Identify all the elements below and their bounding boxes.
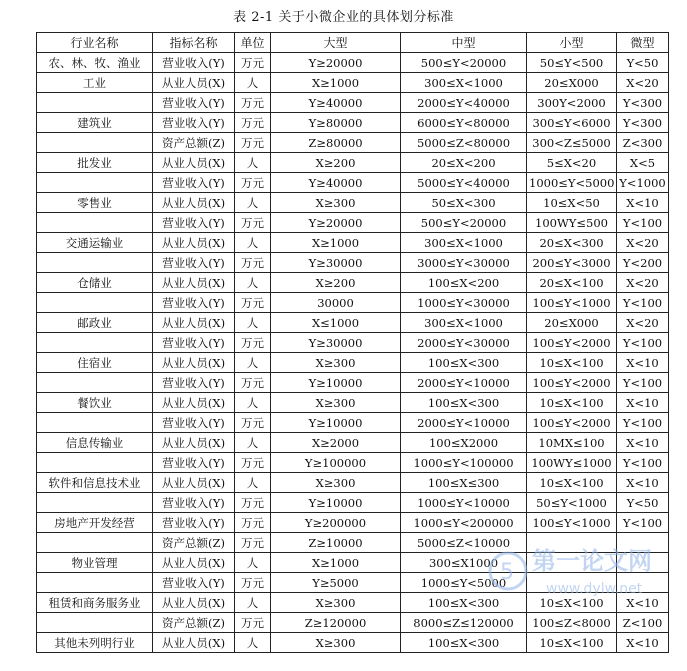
micro-cell: Y<50 [617,53,669,73]
micro-cell [617,573,669,593]
medium-cell: 2000≤Y<10000 [401,413,527,433]
industry-cell [37,333,153,353]
table-row [37,613,669,633]
indicator-cell: 营业收入(Y) [153,573,235,593]
medium-cell: 1000≤Y<200000 [401,513,527,533]
small-cell: 10≤X<100 [527,353,617,373]
industry-cell [37,413,153,433]
micro-cell: Y<100 [617,453,669,473]
industry-cell: 仓储业 [37,273,153,293]
indicator-cell: 从业人员(X) [153,73,235,93]
header-unit: 单位 [235,33,271,53]
micro-cell: Y<1000 [617,173,669,193]
small-cell: 10≤X<100 [527,593,617,613]
indicator-cell: 营业收入(Y) [153,173,235,193]
small-cell: 10≤X<100 [527,393,617,413]
large-cell: X≥200 [271,273,401,293]
small-cell: 10≤X<50 [527,193,617,213]
micro-cell: Y<300 [617,93,669,113]
small-cell [527,553,617,573]
table-body [37,53,669,653]
industry-cell: 工业 [37,73,153,93]
small-cell: 20≤X<100 [527,273,617,293]
micro-cell: X<10 [617,593,669,613]
table-row [37,193,669,213]
industry-cell: 住宿业 [37,353,153,373]
medium-cell: 300≤X<1000 [401,313,527,333]
large-cell: Y≥10000 [271,373,401,393]
industry-cell [37,213,153,233]
medium-cell: 1000≤Y<10000 [401,493,527,513]
large-cell: Y≥20000 [271,53,401,73]
micro-cell [617,533,669,553]
table-row [37,133,669,153]
large-cell: Y≥30000 [271,333,401,353]
small-cell: 10MX≤100 [527,433,617,453]
large-cell: Y≥40000 [271,173,401,193]
indicator-cell: 营业收入(Y) [153,213,235,233]
large-cell: Z≥10000 [271,533,401,553]
indicator-cell: 营业收入(Y) [153,373,235,393]
industry-cell [37,253,153,273]
micro-cell: X<10 [617,433,669,453]
micro-cell: X<20 [617,73,669,93]
industry-cell: 物业管理 [37,553,153,573]
indicator-cell: 营业收入(Y) [153,293,235,313]
medium-cell: 6000≤Y<80000 [401,113,527,133]
enterprise-classification-table [36,32,669,653]
industry-cell: 邮政业 [37,313,153,333]
small-cell: 10≤X<100 [527,633,617,653]
small-cell: 300Y<2000 [527,93,617,113]
unit-cell: 万元 [235,573,271,593]
micro-cell [617,553,669,573]
micro-cell: Y<100 [617,293,669,313]
large-cell: Y≥10000 [271,493,401,513]
medium-cell: 5000≤Y<40000 [401,173,527,193]
industry-cell [37,453,153,473]
medium-cell: 2000≤Y<40000 [401,93,527,113]
large-cell: X≥300 [271,193,401,213]
table-row [37,473,669,493]
table-row [37,93,669,113]
industry-cell: 批发业 [37,153,153,173]
industry-cell: 其他未列明行业 [37,633,153,653]
large-cell: X≥1000 [271,233,401,253]
indicator-cell: 营业收入(Y) [153,493,235,513]
micro-cell: Y<100 [617,413,669,433]
indicator-cell: 从业人员(X) [153,593,235,613]
unit-cell: 万元 [235,173,271,193]
industry-cell [37,373,153,393]
medium-cell: 100≤X<300 [401,353,527,373]
medium-cell: 100≤X≤300 [401,473,527,493]
large-cell: Y≥5000 [271,573,401,593]
table-row [37,73,669,93]
unit-cell: 万元 [235,493,271,513]
large-cell: X≥300 [271,393,401,413]
industry-cell [37,533,153,553]
table-row [37,553,669,573]
industry-cell [37,613,153,633]
medium-cell: 100≤X2000 [401,433,527,453]
header-indicator: 指标名称 [153,33,235,53]
industry-cell [37,93,153,113]
small-cell: 20≤X000 [527,313,617,333]
micro-cell: X<20 [617,273,669,293]
micro-cell: Y<100 [617,513,669,533]
table-row [37,233,669,253]
small-cell: 20≤X<300 [527,233,617,253]
small-cell: 100WY≤500 [527,213,617,233]
unit-cell: 人 [235,193,271,213]
indicator-cell: 营业收入(Y) [153,93,235,113]
industry-cell: 零售业 [37,193,153,213]
indicator-cell: 营业收入(Y) [153,453,235,473]
large-cell: X≥200 [271,153,401,173]
small-cell: 50≤Y<500 [527,53,617,73]
indicator-cell: 从业人员(X) [153,633,235,653]
indicator-cell: 从业人员(X) [153,433,235,453]
medium-cell: 1000≤Y<100000 [401,453,527,473]
medium-cell: 500≤Y<20000 [401,213,527,233]
unit-cell: 人 [235,273,271,293]
micro-cell: Y<200 [617,253,669,273]
indicator-cell: 从业人员(X) [153,553,235,573]
unit-cell: 人 [235,393,271,413]
industry-cell [37,293,153,313]
table-row [37,353,669,373]
small-cell: 10≤X<100 [527,473,617,493]
indicator-cell: 从业人员(X) [153,153,235,173]
unit-cell: 万元 [235,133,271,153]
small-cell: 100≤Z<8000 [527,613,617,633]
svg-text:www.dylw.net: www.dylw.net [546,581,643,597]
large-cell: Y≥80000 [271,113,401,133]
table-row [37,633,669,653]
micro-cell: Y<300 [617,113,669,133]
small-cell: 200≤Y<3000 [527,253,617,273]
small-cell: 100≤Y<2000 [527,413,617,433]
medium-cell: 2000≤Y<10000 [401,373,527,393]
small-cell: 5≤X<20 [527,153,617,173]
indicator-cell: 营业收入(Y) [153,53,235,73]
micro-cell: X<10 [617,193,669,213]
indicator-cell: 从业人员(X) [153,473,235,493]
micro-cell: X<20 [617,313,669,333]
indicator-cell: 营业收入(Y) [153,513,235,533]
unit-cell: 人 [235,73,271,93]
medium-cell: 300≤X<1000 [401,233,527,253]
micro-cell: X<10 [617,633,669,653]
indicator-cell: 资产总额(Z) [153,133,235,153]
unit-cell: 人 [235,593,271,613]
micro-cell: Y<100 [617,213,669,233]
large-cell: Z≥120000 [271,613,401,633]
small-cell: 100≤Y<2000 [527,373,617,393]
indicator-cell: 资产总额(Z) [153,613,235,633]
table-row [37,333,669,353]
small-cell: 50≤Y<1000 [527,493,617,513]
large-cell: X≥2000 [271,433,401,453]
header-medium: 中型 [401,33,527,53]
large-cell: X≥1000 [271,73,401,93]
table-row [37,513,669,533]
indicator-cell: 营业收入(Y) [153,333,235,353]
table-caption: 表 2-1 关于小微企业的具体划分标准 [233,10,454,25]
indicator-cell: 营业收入(Y) [153,413,235,433]
header-micro: 微型 [617,33,669,53]
svg-text:5: 5 [500,560,514,585]
indicator-cell: 从业人员(X) [153,233,235,253]
header-industry: 行业名称 [37,33,153,53]
industry-cell: 建筑业 [37,113,153,133]
table-row [37,453,669,473]
small-cell: 100≤Y<1000 [527,293,617,313]
indicator-cell: 从业人员(X) [153,353,235,373]
indicator-cell: 从业人员(X) [153,273,235,293]
small-cell [527,533,617,553]
industry-cell: 软件和信息技术业 [37,473,153,493]
micro-cell: Y<100 [617,333,669,353]
table-row [37,273,669,293]
micro-cell: Y<50 [617,493,669,513]
table-row [37,373,669,393]
unit-cell: 人 [235,473,271,493]
micro-cell: X<20 [617,233,669,253]
large-cell: Y≥40000 [271,93,401,113]
large-cell: Z≥80000 [271,133,401,153]
large-cell: Y≥200000 [271,513,401,533]
header-small: 小型 [527,33,617,53]
table-row [37,573,669,593]
medium-cell: 500≤Y<20000 [401,53,527,73]
medium-cell: 5000≤Z<80000 [401,133,527,153]
header-large: 大型 [271,33,401,53]
svg-text:第一论文网: 第一论文网 [532,547,652,575]
unit-cell: 万元 [235,53,271,73]
indicator-cell: 资产总额(Z) [153,533,235,553]
unit-cell: 万元 [235,533,271,553]
large-cell: X≥300 [271,473,401,493]
indicator-cell: 从业人员(X) [153,313,235,333]
medium-cell: 8000≤Z≤120000 [401,613,527,633]
unit-cell: 万元 [235,513,271,533]
unit-cell: 万元 [235,613,271,633]
unit-cell: 人 [235,553,271,573]
small-cell: 100≤Y<1000 [527,513,617,533]
small-cell: 100WY≤1000 [527,453,617,473]
industry-cell [37,173,153,193]
unit-cell: 人 [235,353,271,373]
medium-cell: 1000≤Y<30000 [401,293,527,313]
table-row [37,293,669,313]
medium-cell: 100≤X<200 [401,273,527,293]
industry-cell: 租赁和商务服务业 [37,593,153,613]
unit-cell: 万元 [235,453,271,473]
micro-cell: Z<300 [617,133,669,153]
micro-cell: X<10 [617,353,669,373]
small-cell: 300≤Y<6000 [527,113,617,133]
small-cell [527,573,617,593]
large-cell: 30000 [271,293,401,313]
small-cell: 1000≤Y<5000 [527,173,617,193]
table-row [37,113,669,133]
large-cell: X≥300 [271,633,401,653]
large-cell: X≥300 [271,593,401,613]
industry-cell [37,573,153,593]
table-row [37,493,669,513]
medium-cell: 20≤X<200 [401,153,527,173]
table-row [37,433,669,453]
medium-cell: 5000≤Z<10000 [401,533,527,553]
table-row [37,253,669,273]
unit-cell: 人 [235,233,271,253]
industry-cell: 房地产开发经营 [37,513,153,533]
large-cell: Y≥100000 [271,453,401,473]
large-cell: X≤1000 [271,313,401,333]
indicator-cell: 从业人员(X) [153,393,235,413]
large-cell: Y≥10000 [271,413,401,433]
unit-cell: 万元 [235,213,271,233]
table-row [37,593,669,613]
medium-cell: 300≤X<1000 [401,73,527,93]
table-row [37,53,669,73]
unit-cell: 万元 [235,293,271,313]
industry-cell: 交通运输业 [37,233,153,253]
micro-cell: X<10 [617,393,669,413]
industry-cell: 农、林、牧、渔业 [37,53,153,73]
micro-cell: Z<100 [617,613,669,633]
unit-cell: 万元 [235,413,271,433]
large-cell: X≥1000 [271,553,401,573]
indicator-cell: 营业收入(Y) [153,113,235,133]
micro-cell: X<10 [617,473,669,493]
medium-cell: 1000≤Y<5000 [401,573,527,593]
indicator-cell: 从业人员(X) [153,193,235,213]
table-row [37,153,669,173]
unit-cell: 人 [235,313,271,333]
unit-cell: 万元 [235,373,271,393]
small-cell: 300<Z≤5000 [527,133,617,153]
unit-cell: 万元 [235,333,271,353]
table-row [37,213,669,233]
table-row [37,393,669,413]
medium-cell: 300≤X1000 [401,553,527,573]
table-row [37,413,669,433]
table-row [37,173,669,193]
unit-cell: 万元 [235,93,271,113]
table-row [37,533,669,553]
medium-cell: 100≤X<300 [401,593,527,613]
medium-cell: 3000≤Y<30000 [401,253,527,273]
micro-cell: X<5 [617,153,669,173]
industry-cell: 餐饮业 [37,393,153,413]
unit-cell: 人 [235,433,271,453]
small-cell: 20≤X000 [527,73,617,93]
medium-cell: 100≤X<300 [401,393,527,413]
unit-cell: 万元 [235,113,271,133]
industry-cell: 信息传输业 [37,433,153,453]
large-cell: X≥300 [271,353,401,373]
indicator-cell: 营业收入(Y) [153,253,235,273]
small-cell: 100≤Y<2000 [527,333,617,353]
large-cell: Y≥20000 [271,213,401,233]
medium-cell: 50≤X<300 [401,193,527,213]
unit-cell: 万元 [235,253,271,273]
medium-cell: 2000≤Y<30000 [401,333,527,353]
table-row [37,313,669,333]
large-cell: Y≥30000 [271,253,401,273]
industry-cell [37,133,153,153]
industry-cell [37,493,153,513]
header-row [37,33,669,53]
medium-cell: 100≤X<300 [401,633,527,653]
unit-cell: 人 [235,633,271,653]
unit-cell: 人 [235,153,271,173]
micro-cell: Y<100 [617,373,669,393]
